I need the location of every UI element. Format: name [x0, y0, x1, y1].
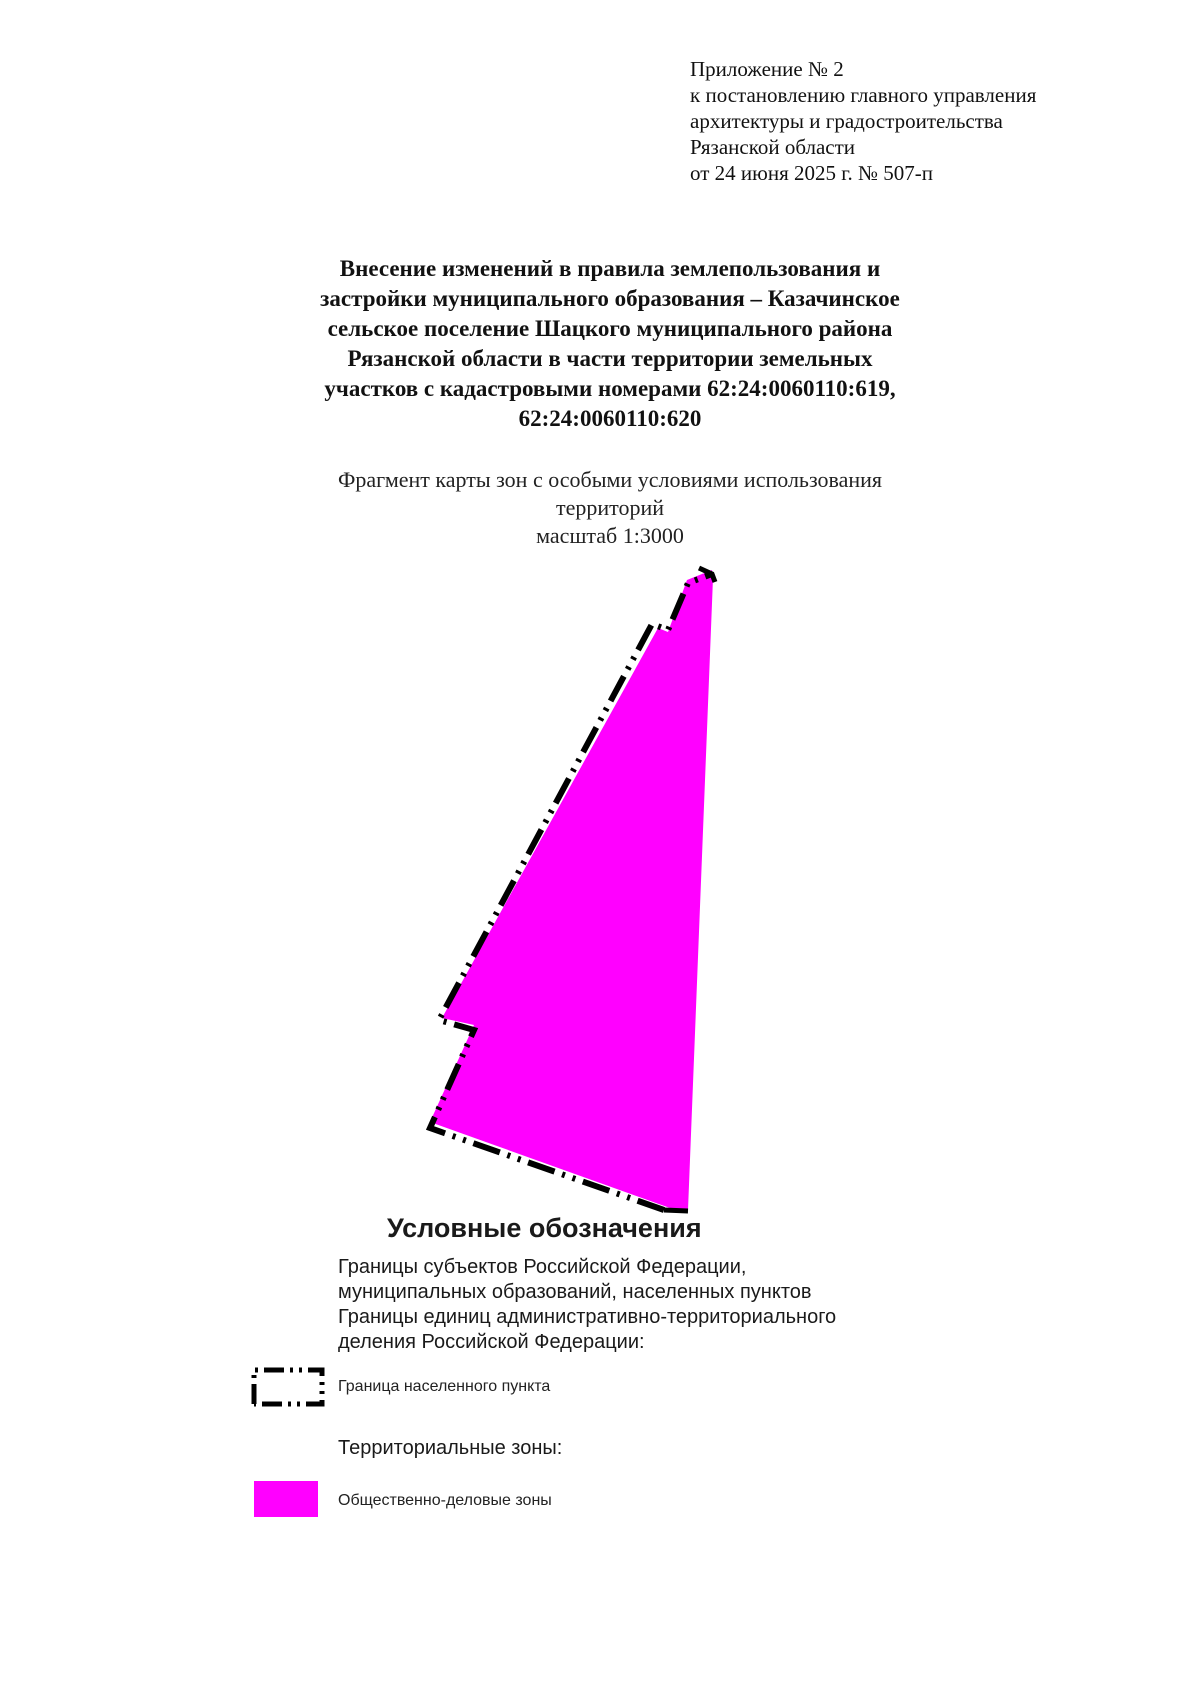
legend-label: Общественно-деловые зоны [338, 1492, 552, 1509]
public-business-zone-swatch [254, 1481, 318, 1517]
attachment-line: архитектуры и градостроительства [690, 109, 1003, 133]
settlement-boundary-line [430, 568, 715, 1211]
legend-description [338, 1255, 836, 1355]
attachment-block [690, 56, 1170, 186]
map-subtitle [250, 466, 970, 550]
attachment-line: от 24 июня 2025 г. № 507-п [690, 161, 933, 185]
settlement-boundary-symbol [250, 1364, 326, 1408]
subtitle-line: Фрагмент карты зон с особыми условиями использования [337, 467, 883, 492]
legend-text-line: Границы субъектов Российской Федерации, [338, 1256, 747, 1278]
title-line: участков с кадастровыми номерами 62:24:0060110:619, [324, 376, 896, 401]
subtitle-line: территорий [555, 495, 665, 520]
title-line: Рязанской области в части территории земельных [347, 346, 873, 371]
legend-label: Граница населенного пункта [338, 1378, 551, 1395]
title-line: 62:24:0060110:620 [518, 406, 702, 431]
title-line: застройки муниципального образования – Казачинское [320, 286, 900, 311]
legend-text-line: Границы единиц административно-территориального [338, 1306, 837, 1328]
scale-label: масштаб 1:3000 [536, 523, 684, 548]
legend-text-line: деления Российской Федерации: [338, 1331, 645, 1353]
title-line: сельское поселение Шацкого муниципального района [327, 316, 893, 341]
legend-text-line: муниципальных образований, населенных пунктов [338, 1281, 812, 1303]
title-line: Внесение изменений в правила землепользования и [339, 256, 881, 281]
attachment-line: Приложение № 2 [690, 57, 844, 81]
attachment-line: к постановлению главного управления [690, 83, 1037, 107]
attachment-line: Рязанской области [690, 135, 856, 159]
zones-heading: Территориальные зоны: [338, 1437, 563, 1459]
legend-title: Условные обозначения [387, 1213, 702, 1243]
public-business-zone-polygon [430, 570, 713, 1210]
document-title [250, 254, 970, 434]
